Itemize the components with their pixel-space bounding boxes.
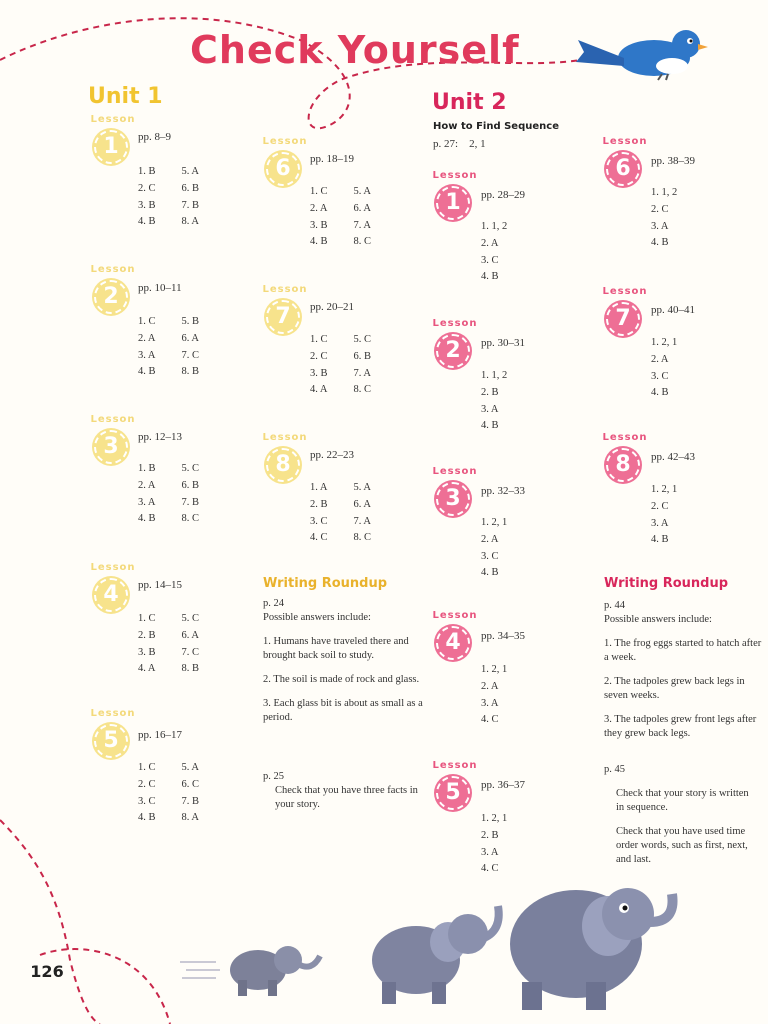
lesson-badge: Lesson 7 <box>264 286 304 340</box>
lesson-pages: pp. 36–37 <box>481 779 525 791</box>
lesson-pages: pp. 10–11 <box>138 282 182 294</box>
writing-roundup-note: p. 45 Check that your story is written in sequence. Check that you have used time order words, such as first, next, and last. <box>604 764 749 865</box>
answer-list: 1. 1, 2 2. C 3. A 4. B <box>651 187 678 249</box>
lesson-badge: Lesson 5 <box>92 710 132 764</box>
find-sequence-answer: p. 27: 2, 1 <box>433 138 486 150</box>
lesson-badge: Lesson 1 <box>434 172 474 226</box>
lesson-pages: pp. 18–19 <box>310 153 354 165</box>
lesson-pages: pp. 40–41 <box>651 304 695 316</box>
answer-list: 1. B 2. C 3. B 4. B 5. A 6. B 7. B 8. A <box>138 166 200 228</box>
answer-list: 1. C 2. B 3. B 4. A 5. C 6. A 7. C 8. B <box>138 613 200 675</box>
answer-list: 1. C 2. A 3. A 4. B 5. B 6. A 7. C 8. B <box>138 316 200 378</box>
answer-list: 1. C 2. C 3. C 4. B 5. A 6. C 7. B 8. A <box>138 762 200 824</box>
lesson-pages: pp. 22–23 <box>310 449 354 461</box>
answer-list: 1. 1, 2 2. A 3. C 4. B <box>481 221 508 283</box>
lesson-pages: pp. 14–15 <box>138 579 182 591</box>
answer-list: 1. 2, 1 2. A 3. A 4. C <box>481 664 508 726</box>
page-number: 126 <box>30 962 64 981</box>
elephants-illustration-icon <box>176 870 696 1020</box>
answer-list: 1. 2, 1 2. A 3. C 4. B <box>651 337 678 399</box>
writing-roundup-answers: p. 24 Possible answers include: 1. Humans have traveled there and brought back soil to study. 2. The soil is made of rock and glass. 3. Each glass bit is about as small as a period. <box>263 598 423 723</box>
answer-list: 1. C 2. C 3. B 4. A 5. C 6. B 7. A 8. C <box>310 334 372 396</box>
lesson-pages: pp. 28–29 <box>481 189 525 201</box>
lesson-badge: Lesson 6 <box>264 138 304 192</box>
answer-list: 1. C 2. A 3. B 4. B 5. A 6. A 7. A 8. C <box>310 186 372 248</box>
lesson-pages: pp. 30–31 <box>481 337 525 349</box>
lesson-badge: Lesson 3 <box>434 468 474 522</box>
writing-roundup-answers: p. 44 Possible answers include: 1. The frog eggs started to hatch after a week. 2. The tadpoles grew back legs in seven weeks. 3. The tadpoles grew front legs after they grew back legs. <box>604 600 762 739</box>
lesson-pages: pp. 12–13 <box>138 431 182 443</box>
writing-roundup-heading: Writing Roundup <box>604 576 729 591</box>
lesson-pages: pp. 42–43 <box>651 451 695 463</box>
lesson-badge: Lesson 1 <box>92 116 132 170</box>
lesson-pages: pp. 34–35 <box>481 630 525 642</box>
lesson-pages: pp. 20–21 <box>310 301 354 313</box>
lesson-pages: pp. 8–9 <box>138 131 171 143</box>
lesson-badge: Lesson 6 <box>604 138 644 192</box>
lesson-badge: Lesson 4 <box>434 612 474 666</box>
lesson-badge: Lesson 8 <box>604 434 644 488</box>
lesson-badge: Lesson 3 <box>92 416 132 470</box>
bird-illustration-icon <box>574 22 710 82</box>
answer-list: 1. 2, 1 2. B 3. A 4. C <box>481 813 508 875</box>
lesson-badge: Lesson 2 <box>92 266 132 320</box>
unit-2-heading: Unit 2 <box>432 90 507 115</box>
writing-roundup-note: p. 25 Check that you have three facts in your story. <box>263 771 418 810</box>
lesson-badge: Lesson 8 <box>264 434 304 488</box>
lesson-badge: Lesson 7 <box>604 288 644 342</box>
lesson-badge: Lesson 2 <box>434 320 474 374</box>
answer-list: 1. 1, 2 2. B 3. A 4. B <box>481 370 508 432</box>
answer-list: 1. 2, 1 2. A 3. C 4. B <box>481 517 508 579</box>
find-sequence-heading: How to Find Sequence <box>433 121 559 132</box>
lesson-pages: pp. 32–33 <box>481 485 525 497</box>
lesson-badge: Lesson 5 <box>434 762 474 816</box>
lesson-pages: pp. 38–39 <box>651 155 695 167</box>
unit-1-heading: Unit 1 <box>88 84 163 109</box>
answer-list: 1. B 2. A 3. A 4. B 5. C 6. B 7. B 8. C <box>138 463 200 525</box>
answer-list: 1. A 2. B 3. C 4. C 5. A 6. A 7. A 8. C <box>310 482 372 544</box>
lesson-pages: pp. 16–17 <box>138 729 182 741</box>
page-title: Check Yourself <box>190 28 520 72</box>
answer-list: 1. 2, 1 2. C 3. A 4. B <box>651 484 678 546</box>
writing-roundup-heading: Writing Roundup <box>263 576 388 591</box>
lesson-badge: Lesson 4 <box>92 564 132 618</box>
